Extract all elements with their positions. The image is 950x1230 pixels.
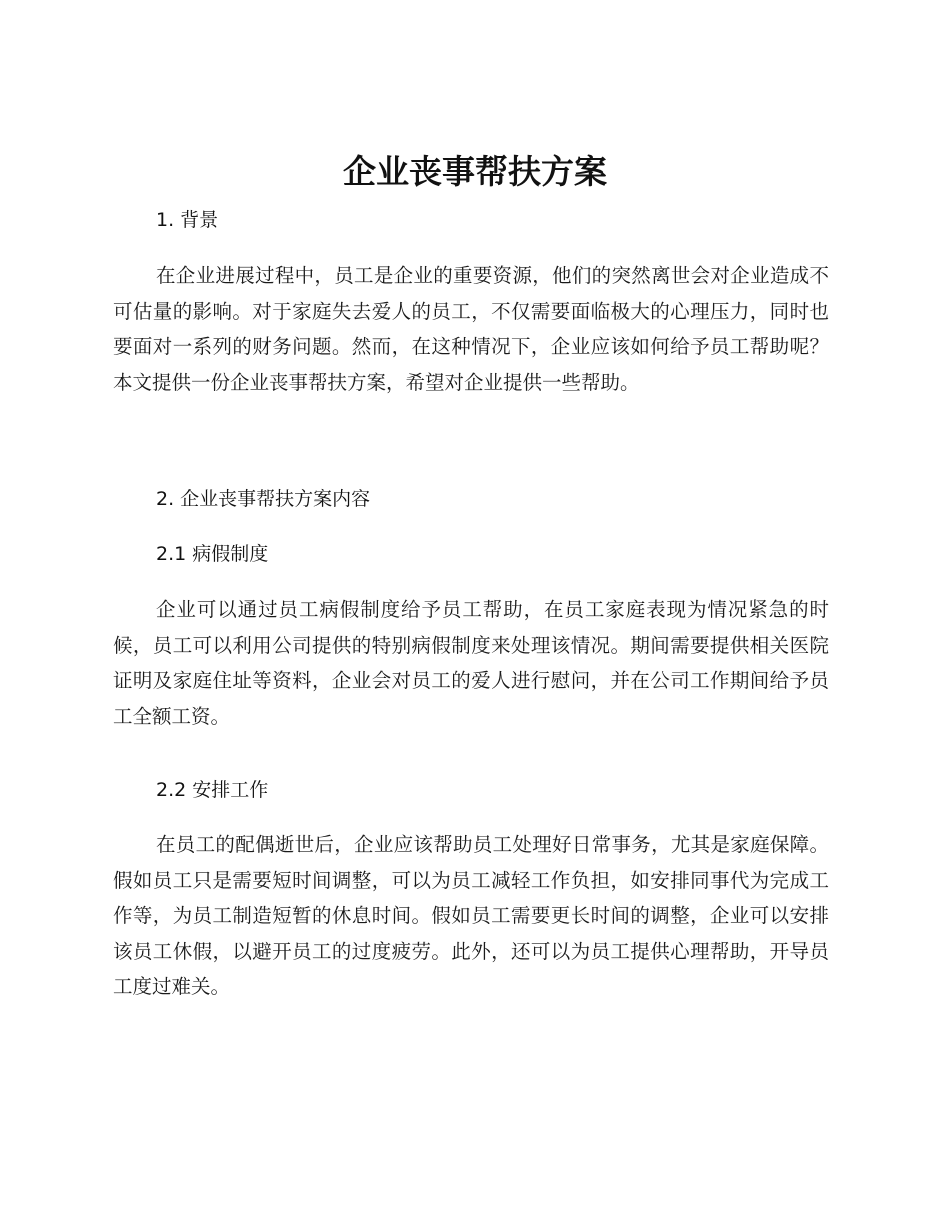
section-paragraph-sick-leave: 企业可以通过员工病假制度给予员工帮助，在员工家庭表现为情况紧急的时候，员工可以利用公司提供的特别病假制度来处理该情况。期间需要提供相关医院证明及家庭住址等资料，企业会对员工的爱人进行慰问，并在公司工作期间给予员工全额工资。 [113,598,829,728]
document-title: 企业丧事帮扶方案 [343,152,607,191]
section-paragraph-background: 在企业进展过程中，员工是企业的重要资源，他们的突然离世会对企业造成不可估量的影响。对于家庭失去爱人的员工，不仅需要面临极大的心理压力，同时也要面对一系列的财务问题。然而，在这种情况下，企业应该如何给予员工帮助呢？本文提供一份企业丧事帮扶方案，希望对企业提供一些帮助。 [113,264,829,394]
section-heading-work-arrangement: 2.2 安排工作 [156,779,269,801]
section-paragraph-work-arrangement: 在员工的配偶逝世后，企业应该帮助员工处理好日常事务，尤其是家庭保障。假如员工只是需要短时间调整，可以为员工减轻工作负担，如安排同事代为完成工作等，为员工制造短暂的休息时间。假如员工需要更长时间的调整，企业可以安排该员工休假，以避开员工的过度疲劳。此外，还可以为员工提供心理帮助，开导员工度过难关。 [113,833,829,998]
section-heading-plan-content: 2. 企业丧事帮扶方案内容 [156,488,371,510]
section-heading-background: 1. 背景 [156,209,219,231]
section-heading-sick-leave: 2.1 病假制度 [156,543,269,565]
